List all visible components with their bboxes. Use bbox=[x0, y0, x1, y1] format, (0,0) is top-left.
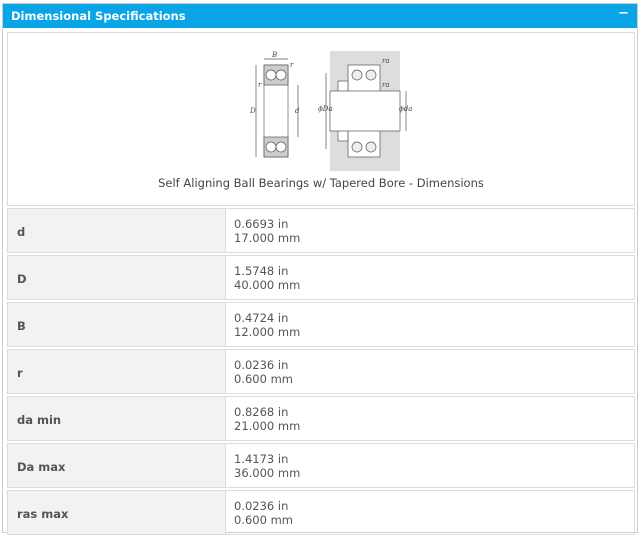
row-label: d bbox=[8, 209, 226, 252]
table-row bbox=[7, 490, 635, 535]
value-in: 0.0236 in bbox=[234, 499, 289, 513]
value-in: 1.4173 in bbox=[234, 452, 289, 466]
table-row bbox=[7, 302, 635, 347]
collapse-icon[interactable]: − bbox=[618, 6, 629, 21]
label-ra2: ra bbox=[382, 81, 390, 89]
label-r: r bbox=[290, 61, 294, 69]
row-value bbox=[226, 491, 634, 534]
panel-header[interactable] bbox=[3, 4, 637, 28]
diagram-box bbox=[7, 32, 635, 206]
table-row bbox=[7, 396, 635, 441]
row-label: Da max bbox=[8, 444, 226, 487]
label-da: ϕda bbox=[399, 105, 412, 113]
value-mm: 12.000 mm bbox=[234, 325, 301, 339]
value-in: 1.5748 in bbox=[234, 264, 289, 278]
value-mm: 17.000 mm bbox=[234, 231, 301, 245]
value-in: 0.4724 in bbox=[234, 311, 289, 325]
table-row bbox=[7, 208, 635, 253]
row-value bbox=[226, 350, 634, 393]
value-mm: 0.600 mm bbox=[234, 372, 293, 386]
row-label: B bbox=[8, 303, 226, 346]
panel-title: Dimensional Specifications bbox=[11, 9, 186, 23]
table-row bbox=[7, 349, 635, 394]
row-value bbox=[226, 397, 634, 440]
label-B: B bbox=[272, 51, 278, 59]
value-in: 0.8268 in bbox=[234, 405, 289, 419]
value-in: 0.0236 in bbox=[234, 358, 289, 372]
row-value bbox=[226, 209, 634, 252]
row-label: ras max bbox=[8, 491, 226, 534]
value-mm: 21.000 mm bbox=[234, 419, 301, 433]
value-in: 0.6693 in bbox=[234, 217, 289, 231]
bearing-dimension-diagram bbox=[242, 51, 412, 171]
value-mm: 0.600 mm bbox=[234, 513, 293, 527]
dimensional-specifications-panel bbox=[2, 3, 638, 533]
label-ra: ra bbox=[382, 57, 390, 65]
row-label: da min bbox=[8, 397, 226, 440]
specifications-table bbox=[7, 208, 635, 537]
label-D: D bbox=[250, 107, 256, 115]
diagram-caption: Self Aligning Ball Bearings w/ Tapered Bore - Dimensions bbox=[158, 176, 484, 190]
value-mm: 36.000 mm bbox=[234, 466, 301, 480]
row-value bbox=[226, 444, 634, 487]
row-value bbox=[226, 303, 634, 346]
table-row bbox=[7, 255, 635, 300]
value-mm: 40.000 mm bbox=[234, 278, 301, 292]
row-value bbox=[226, 256, 634, 299]
table-row bbox=[7, 443, 635, 488]
label-d: d bbox=[295, 107, 300, 115]
row-label: D bbox=[8, 256, 226, 299]
label-r2: r bbox=[258, 81, 262, 89]
label-Da: ϕDa bbox=[318, 105, 333, 113]
row-label: r bbox=[8, 350, 226, 393]
